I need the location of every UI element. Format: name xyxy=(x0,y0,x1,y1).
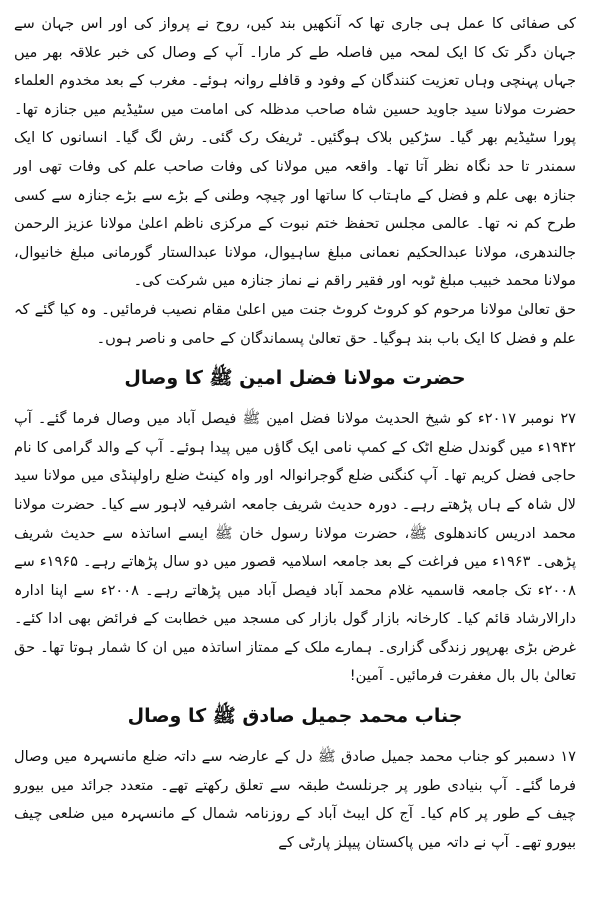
paragraph: حق تعالیٰ مولانا مرحوم کو کروٹ کروٹ جنت میں اعلیٰ مقام نصیب فرمائیں۔ وہ کیا گئے کہ علم و فضل کا ایک باب بند ہوگیا۔ حق تعالیٰ پسماندگان کے حامی و ناصر ہوں۔ xyxy=(14,300,576,347)
article-section-fazal-amin xyxy=(14,363,576,691)
section-heading: حضرت مولانا فضل امین ﷺ کا وصال xyxy=(124,367,466,390)
paragraph: ۲۷ نومبر ۲۰۱۷ء کو شیخ الحدیث مولانا فضل امین ﷺ فیصل آباد میں وصال فرما گئے۔ آپ ۱۹۴۲ء میں گوندل ضلع اٹک کے کمپ نامی ایک گاؤں میں پیدا ہوئے۔ آپ کے والد گرامی کا نام حاجی فضل کریم تھا۔ آپ کنگنی ضلع گوجرانوالہ اور واہ کینٹ ضلع راولپنڈی میں مولانا سید لال شاہ کے ہاں پڑھتے رہے۔ دورہ حدیث شریف جامعہ اشرفیہ لاہور سے کیا۔ حضرت مولانا محمد ادریس کاندھلوی ﷺ، حضرت مولانا رسول خان ﷺ ایسے اساتذہ سے حدیث شریف پڑھی۔ ۱۹۶۳ء میں فراغت کے بعد جامعہ اسلامیہ قصور میں دو سال پڑھاتے رہے۔ ۱۹۶۵ء سے ۲۰۰۸ء تک جامعہ قاسمیہ غلام محمد آباد فیصل آباد میں پڑھاتے رہے۔ ۲۰۰۸ء سے اپنا ادارہ دارالارشاد قائم کیا۔ کارخانہ بازار گول بازار کی مسجد میں خطابت کے فرائض بھی ادا کئے۔ غرض بڑی بھرپور زندگی گزاری۔ ہمارے ملک کے ممتاز اساتذہ میں ان کا شمار ہوتا تھا۔ حق تعالیٰ بال بال مغفرت فرمائیں۔ آمین! xyxy=(14,410,577,685)
article-section-jameel-sadiq xyxy=(14,701,576,857)
section-heading: جناب محمد جمیل صادق ﷺ کا وصال xyxy=(127,705,463,728)
paragraph: کی صفائی کا عمل ہی جاری تھا کہ آنکھیں بند کیں، روح نے پرواز کی اور اس جہان سے جہان دگر تک کا ایک لمحہ میں فاصلہ طے کر مارا۔ آپ کے وصال کی خبر علاقہ بھر میں جہاں پہنچی وہاں تعزیت کنندگان کے وفود و قافلے روانہ ہوئے۔ مغرب کے بعد مخدوم العلماء حضرت مولانا سید جاوید حسین شاہ صاحب مدظلہ کی امامت میں سٹیڈیم میں جنازہ تھا۔ پورا سٹیڈیم بھر گیا۔ سڑکیں بلاک ہوگئیں۔ ٹریفک رک گئی۔ رش لگ گیا۔ انسانوں کا ایک سمندر تا حد نگاہ نظر آتا تھا۔ واقعہ میں مولانا کی وفات صاحب علم کی وفات تھی اور جنازہ بھی علم و فضل کے ماہتاب کا ساتھا اور چیچہ وطنی کے بڑے سے بڑے جنازہ سے کسی طرح کم نہ تھا۔ عالمی مجلس تحفظ ختم نبوت کے مرکزی ناظم اعلیٰ مولانا عزیز الرحمن جالندھری، مولانا عبدالحکیم نعمانی مبلغ ساہیوال، مولانا عبدالستار گورمانی مبلغ خانیوال، مولانا محمد خبیب مبلغ ٹوبہ اور فقیر راقم نے نماز جنازہ میں شرکت کی۔ xyxy=(14,15,576,290)
article-section-intro xyxy=(14,10,576,353)
paragraph: ۱۷ دسمبر کو جناب محمد جمیل صادق ﷺ دل کے عارضہ سے داتہ ضلع مانسہرہ میں وصال فرما گئے۔ آپ بنیادی طور پر جرنلسٹ طبقہ سے تعلق رکھتے تھے۔ متعدد جرائد میں بیورو چیف کے طور پر کام کیا۔ آج کل ایبٹ آباد کے روزنامہ شمال کے مانسہرہ میں ضلعی چیف بیورو تھے۔ آپ نے داتہ میں پاکستان پیپلز پارٹی کے xyxy=(14,748,576,851)
